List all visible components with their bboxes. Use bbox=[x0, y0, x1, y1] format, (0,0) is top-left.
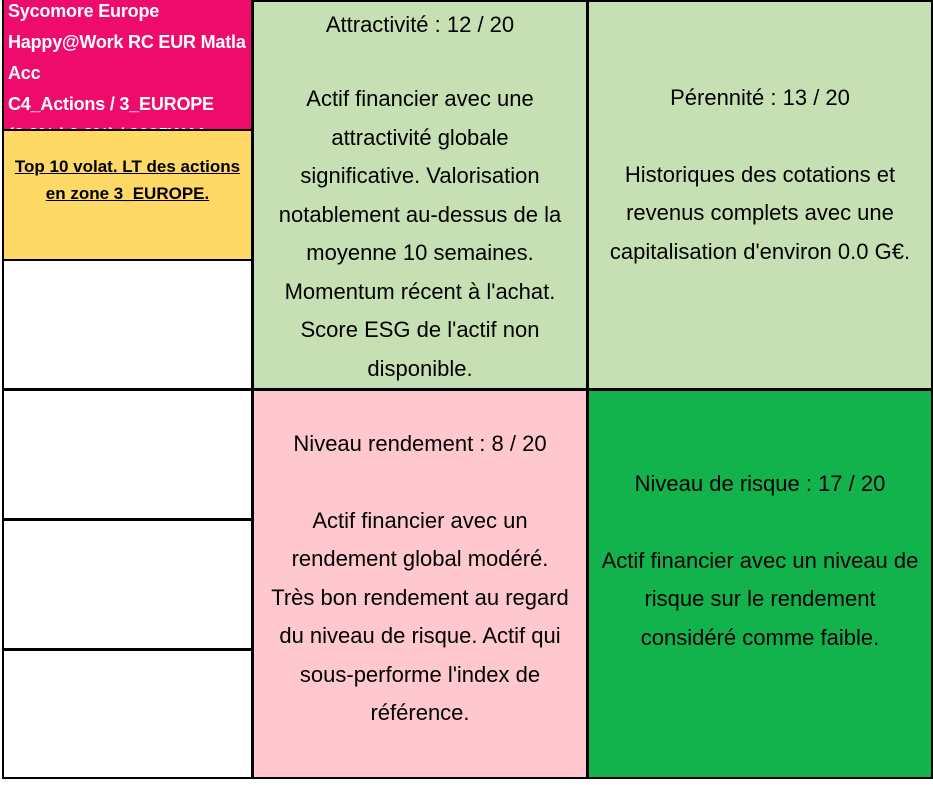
empty-cell-3 bbox=[2, 519, 253, 650]
risque-title: Niveau de risque : 17 / 20 bbox=[634, 471, 886, 496]
fund-category: C4_Actions / 3_EUROPE bbox=[8, 94, 214, 114]
perennite-title: Pérennité : 13 / 20 bbox=[670, 85, 850, 110]
perennite-cell bbox=[587, 0, 933, 390]
attractivite-text-5: moyenne 10 semaines. bbox=[306, 240, 534, 265]
attractivite-text-1: Actif financier avec une bbox=[306, 86, 534, 111]
top10-text-line-2: en zone 3_EUROPE. bbox=[45, 184, 210, 203]
rendement-text-6: référence. bbox=[370, 700, 470, 726]
rendement-text-3: Très bon rendement au regard bbox=[271, 584, 569, 610]
attractivite-text-4: notablement au-dessus de la bbox=[278, 201, 562, 227]
rendement-title: Niveau rendement : 8 / 20 bbox=[293, 431, 547, 457]
attractivite-title: Attractivité : 12 / 20 bbox=[325, 12, 515, 37]
rendement-text-5: sous-performe l'index de bbox=[299, 661, 541, 687]
rendement-text-1: Actif financier avec un bbox=[312, 507, 528, 533]
empty-cell-4 bbox=[2, 649, 253, 779]
risque-cell bbox=[587, 389, 933, 779]
top10-text-line-1: Top 10 volat. LT des actions bbox=[14, 157, 241, 176]
rendement-cell bbox=[252, 389, 588, 779]
top10-cell bbox=[2, 129, 253, 261]
perennite-text-3: capitalisation d'environ 0.0 G€. bbox=[609, 238, 911, 264]
perennite-text-2: revenus complets avec une bbox=[626, 200, 894, 225]
risque-text-3: considéré comme faible. bbox=[640, 624, 880, 650]
risque-text-2: risque sur le rendement bbox=[644, 586, 876, 611]
attractivite-text-8: disponible. bbox=[367, 355, 473, 381]
empty-cell-2 bbox=[2, 389, 253, 520]
fund-name-line-3: Acc bbox=[8, 63, 41, 83]
attractivite-text-6: Momentum récent à l'achat. bbox=[284, 278, 556, 304]
empty-cell-1 bbox=[2, 259, 253, 390]
attractivite-text-3: significative. Valorisation bbox=[300, 163, 540, 188]
fund-name-line-2: Happy@Work RC EUR Matla bbox=[8, 32, 246, 52]
fund-info-cell bbox=[2, 0, 253, 131]
fund-name-line-1: Sycomore Europe bbox=[8, 1, 160, 21]
rendement-text-4: du niveau de risque. Actif qui bbox=[279, 623, 561, 649]
perennite-text-1: Historiques des cotations et bbox=[624, 161, 896, 187]
rendement-text-2: rendement global modéré. bbox=[291, 546, 549, 572]
risque-text-1: Actif financier avec un niveau de bbox=[601, 547, 919, 573]
attractivite-cell bbox=[252, 0, 588, 390]
attractivite-text-7: Score ESG de l'actif non bbox=[300, 317, 540, 342]
attractivite-text-2: attractivité globale bbox=[331, 124, 509, 150]
